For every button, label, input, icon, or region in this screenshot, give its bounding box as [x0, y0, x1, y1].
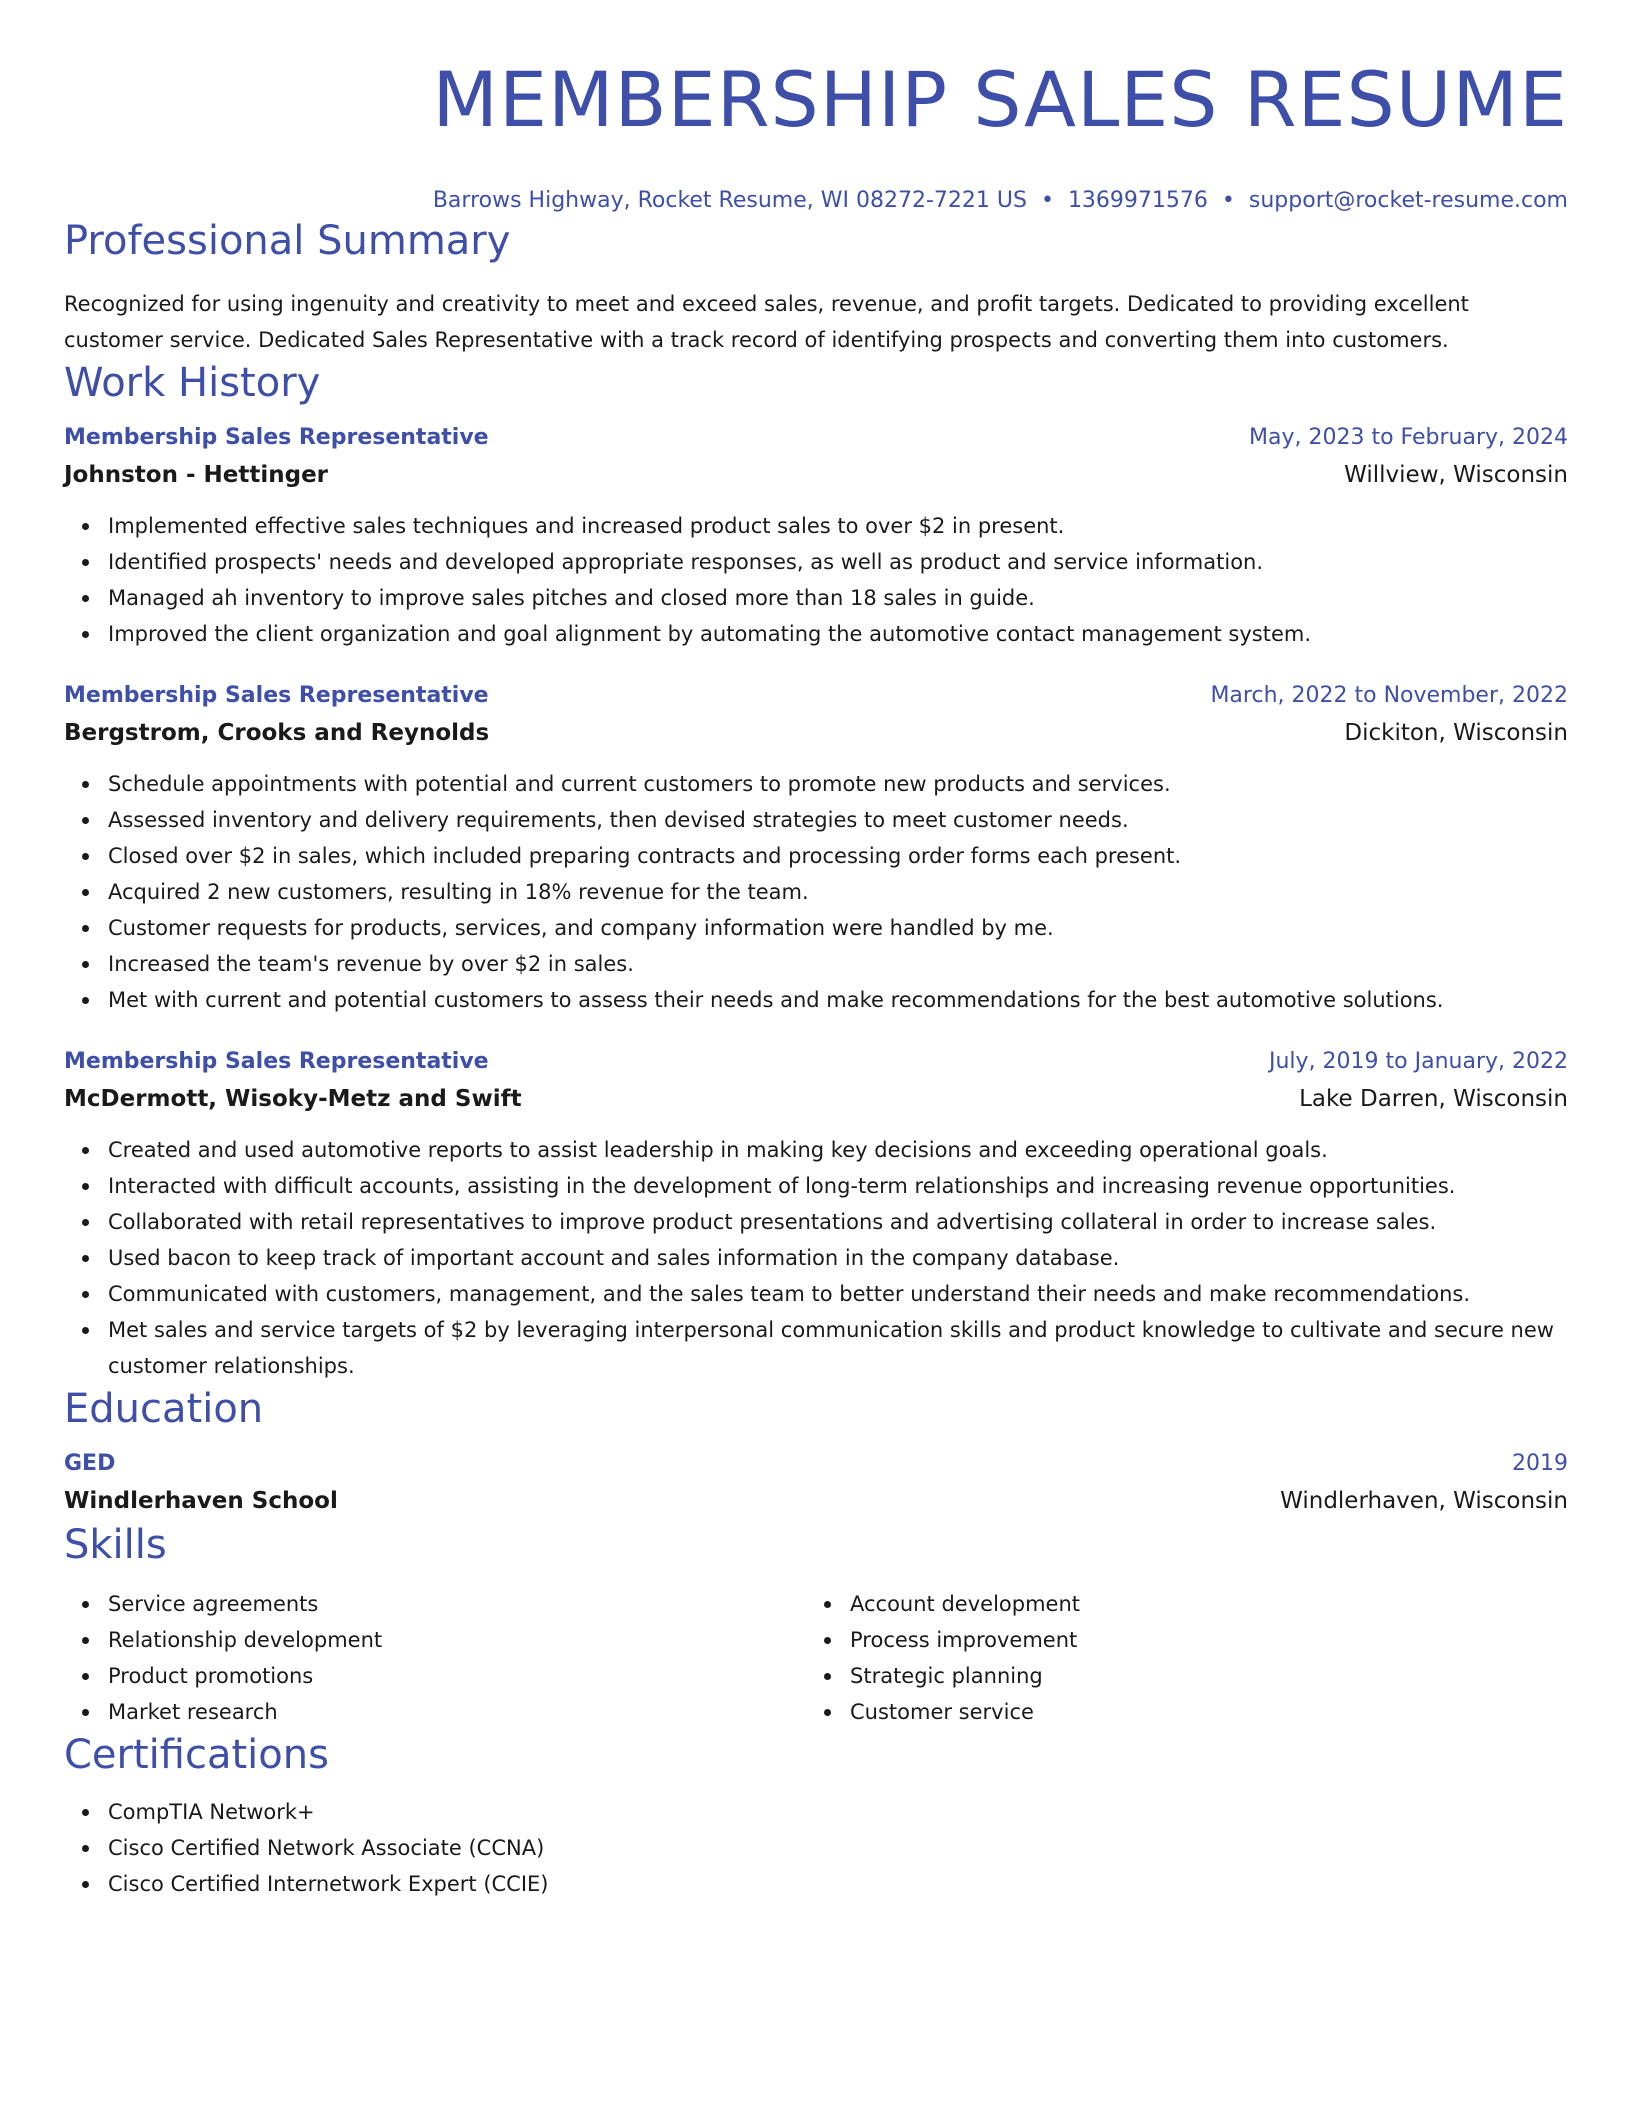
job-entry	[64, 1044, 1568, 1384]
skill-item: Relationship development	[108, 1622, 806, 1658]
job-company-row	[64, 456, 1568, 494]
job-title-row	[64, 678, 1568, 714]
contact-info	[64, 186, 1568, 216]
education-school: Windlerhaven School	[64, 1488, 338, 1514]
contact-separator: •	[1221, 188, 1235, 213]
job-bullet: Increased the team's revenue by over $2 in sales.	[108, 946, 1568, 982]
certification-item: Cisco Certified Network Associate (CCNA)	[108, 1830, 1568, 1866]
resume-title: MEMBERSHIP SALES RESUME	[432, 55, 1568, 144]
job-dates: July, 2019 to January, 2022	[1269, 1049, 1568, 1074]
skill-item: Customer service	[850, 1694, 1548, 1730]
job-title: Membership Sales Representative	[64, 425, 489, 450]
certification-item: CompTIA Network+	[108, 1794, 1568, 1830]
skills-heading: Skills	[64, 1522, 167, 1568]
job-bullet: Implemented effective sales techniques and increased product sales to over $2 in present.	[108, 508, 1568, 544]
skill-item: Service agreements	[108, 1586, 806, 1622]
skills-list-right	[806, 1586, 1548, 1730]
job-title-row	[64, 1044, 1568, 1080]
skill-item: Strategic planning	[850, 1658, 1548, 1694]
education-school-row	[64, 1482, 1568, 1520]
skill-item: Market research	[108, 1694, 806, 1730]
certification-item: Cisco Certified Internetwork Expert (CCIE)	[108, 1866, 1568, 1902]
job-location: Lake Darren, Wisconsin	[1299, 1086, 1568, 1112]
summary-text: Recognized for using ingenuity and creativity to meet and exceed sales, revenue, and profit targets. Dedicated to providing excellent customer service. Dedicated Sales Representative with a track record of identifying prospects and converting them into customers.	[64, 292, 1469, 352]
summary-heading: Professional Summary	[64, 218, 511, 264]
job-company: McDermott, Wisoky-Metz and Swift	[64, 1086, 522, 1112]
contact-email[interactable]: support@rocket-resume.com	[1248, 188, 1568, 213]
job-bullet: Met sales and service targets of $2 by leveraging interpersonal communication skills and product knowledge to cultivate and secure new customer relationships.	[108, 1312, 1568, 1384]
certifications-heading: Certifications	[64, 1732, 329, 1778]
job-bullet: Schedule appointments with potential and current customers to promote new products and services.	[108, 766, 1568, 802]
education-location: Windlerhaven, Wisconsin	[1280, 1488, 1568, 1514]
skill-item: Process improvement	[850, 1622, 1548, 1658]
job-company-row	[64, 1080, 1568, 1118]
job-company-row	[64, 714, 1568, 752]
education-year: 2019	[1512, 1451, 1568, 1476]
contact-address: Barrows Highway, Rocket Resume, WI 08272-7221 US	[432, 188, 1027, 213]
job-bullet: Closed over $2 in sales, which included preparing contracts and processing order forms each present.	[108, 838, 1568, 874]
job-bullets	[64, 766, 1568, 1018]
job-bullet: Interacted with difficult accounts, assisting in the development of long-term relationships and increasing revenue opportunities.	[108, 1168, 1568, 1204]
education-degree-row	[64, 1446, 1568, 1482]
job-bullet: Assessed inventory and delivery requirements, then devised strategies to meet customer needs.	[108, 802, 1568, 838]
work-history-heading: Work History	[64, 360, 321, 406]
job-entry	[64, 678, 1568, 1018]
job-dates: March, 2022 to November, 2022	[1210, 683, 1568, 708]
job-location: Willview, Wisconsin	[1344, 462, 1568, 488]
job-bullets	[64, 508, 1568, 652]
job-bullet: Managed ah inventory to improve sales pitches and closed more than 18 sales in guide.	[108, 580, 1568, 616]
education-degree: GED	[64, 1451, 116, 1476]
skills-list-left	[64, 1586, 806, 1730]
job-bullet: Created and used automotive reports to assist leadership in making key decisions and exceeding operational goals.	[108, 1132, 1568, 1168]
job-bullet: Identified prospects' needs and developed appropriate responses, as well as product and service information.	[108, 544, 1568, 580]
contact-phone: 1369971576	[1067, 188, 1208, 213]
job-bullet: Customer requests for products, services, and company information were handled by me.	[108, 910, 1568, 946]
skill-item: Account development	[850, 1586, 1548, 1622]
skills-columns	[64, 1580, 1568, 1730]
job-company: Bergstrom, Crooks and Reynolds	[64, 720, 490, 746]
job-entry	[64, 420, 1568, 652]
contact-separator: •	[1040, 188, 1054, 213]
resume-page	[64, 0, 1568, 1902]
certifications-list	[64, 1794, 1568, 1902]
job-location: Dickiton, Wisconsin	[1344, 720, 1568, 746]
job-bullet: Acquired 2 new customers, resulting in 18% revenue for the team.	[108, 874, 1568, 910]
job-dates: May, 2023 to February, 2024	[1249, 425, 1568, 450]
job-bullet: Collaborated with retail representatives to improve product presentations and advertising collateral in order to increase sales.	[108, 1204, 1568, 1240]
job-bullet: Communicated with customers, management, and the sales team to better understand their needs and make recommendations.	[108, 1276, 1568, 1312]
job-bullet: Improved the client organization and goal alignment by automating the automotive contact management system.	[108, 616, 1568, 652]
skill-item: Product promotions	[108, 1658, 806, 1694]
job-company: Johnston - Hettinger	[64, 462, 329, 488]
job-title-row	[64, 420, 1568, 456]
job-bullets	[64, 1132, 1568, 1384]
education-entry	[64, 1446, 1568, 1520]
job-title: Membership Sales Representative	[64, 683, 489, 708]
education-heading: Education	[64, 1386, 264, 1432]
job-bullet: Used bacon to keep track of important account and sales information in the company database.	[108, 1240, 1568, 1276]
job-title: Membership Sales Representative	[64, 1049, 489, 1074]
job-bullet: Met with current and potential customers to assess their needs and make recommendations for the best automotive solutions.	[108, 982, 1568, 1018]
